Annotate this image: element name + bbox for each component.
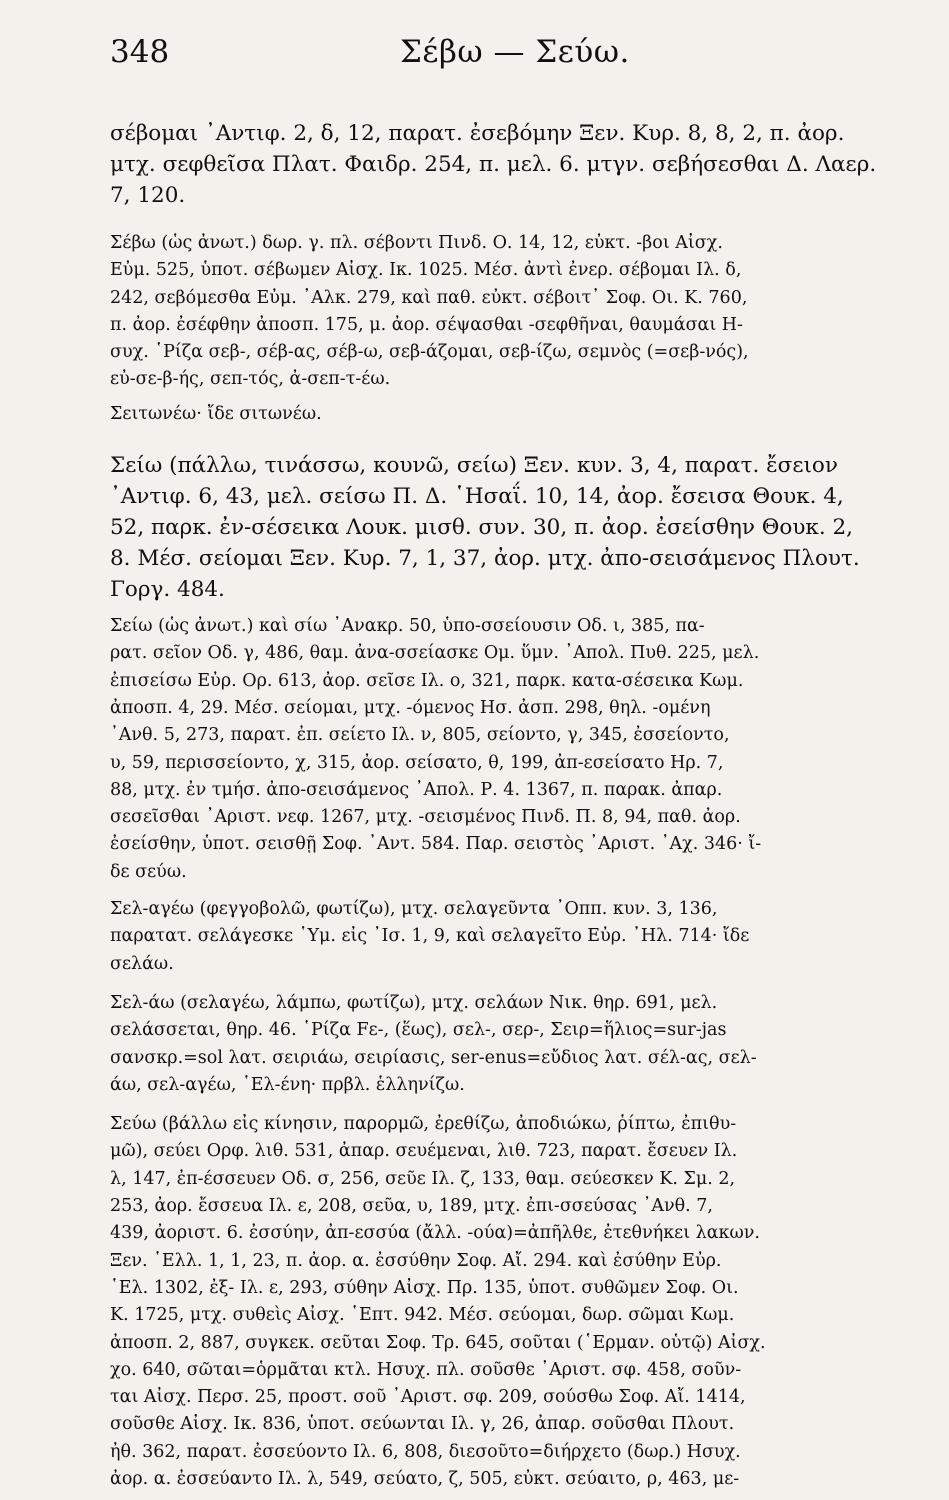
entry-sebomai xyxy=(110,118,891,211)
entry-line: σελάω. xyxy=(110,953,174,974)
page-header xyxy=(110,28,891,80)
entry-line: παρατατ. σελάγεσκε ῾Υμ. εἰς ᾽Ισ. 1, 9, καὶ σελαγεῖτο Εὐρ. ᾽Ηλ. 714· ἴδε xyxy=(110,926,750,947)
running-head: Σέβω — Σεύω. xyxy=(400,34,630,70)
entry-line: 7, 120. xyxy=(110,183,186,208)
entry-line: ᾽Αντιφ. 6, 43, μελ. σείσω Π. Δ. ῾Ησαΐ. 10, 14, ἀορ. ἔσεισα Θουκ. 4, xyxy=(110,484,844,510)
entry-line: ῾Ελ. 1302, ἐξ- Ιλ. ε, 293, σύθην Αἰσχ. Πρ. 135, ὑποτ. συθῶμεν Σοφ. Οι. xyxy=(110,1277,739,1298)
entry-line: μῶ), σεύει Ορφ. λιθ. 531, ἀπαρ. σευέμεναι, λιθ. 723, παρατ. ἔσευεν Ιλ. xyxy=(110,1141,738,1162)
entry-line: Γοργ. 484. xyxy=(110,577,225,603)
entry-line: Σεύω (βάλλω εἰς κίνησιν, παρορμῶ, ἐρεθίζω, ἀποδιώκω, ῥίπτω, ἐπιθυ- xyxy=(110,1114,737,1135)
entry-sel-ao xyxy=(110,990,891,1099)
entry-sebo xyxy=(110,230,891,394)
entry-line: ἀποσπ. 2, 887, συγκεκ. σεῦται Σοφ. Τρ. 645, σοῦται (῾Ερμαν. οὑτῷ) Αἰσχ. xyxy=(110,1332,766,1353)
entry-line: Σελ-άω (σελαγέω, λάμπω, φωτίζω), μτχ. σελάων Νικ. θηρ. 691, μελ. xyxy=(110,992,718,1013)
entry-line: μτχ. σεφθεῖσα Πλατ. Φαιδρ. 254, π. μελ. 6. μτγν. σεβήσεσθαι Δ. Λαερ. xyxy=(110,152,877,177)
entry-line: Σείω (πάλλω, τινάσσω, κουνῶ, σείω) Ξεν. κυν. 3, 4, παρατ. ἔσειον xyxy=(110,453,838,479)
entry-line: Εὐμ. 525, ὑποτ. σέβωμεν Αἰσχ. Ικ. 1025. Μέσ. ἀντὶ ἐνερ. σέβομαι Ιλ. δ, xyxy=(110,260,742,281)
entry-line: χο. 640, σῶται=ὁρμᾶται κτλ. Ησυχ. πλ. σοῦσθε ᾽Αριστ. σφ. 458, σοῦν- xyxy=(110,1359,742,1380)
entry-line: ται Αἰσχ. Περσ. 25, προστ. σοῦ ᾽Αριστ. σφ. 209, σούσθω Σοφ. Αἴ. 1414, xyxy=(110,1387,746,1408)
entry-line: 8. Μέσ. σείομαι Ξεν. Κυρ. 7, 1, 37, ἀορ. μτχ. ἀπο-σεισάμενος Πλουτ. xyxy=(110,546,860,572)
entry-line: εὐ-σε-β-ής, σεπ-τός, ἀ-σεπ-τ-έω. xyxy=(110,369,391,390)
entry-seio-epic xyxy=(110,613,891,886)
entry-line: δε σεύω. xyxy=(110,861,187,882)
entry-line: ἀορ. α. ἐσσεύαντο Ιλ. λ, 549, σεύατο, ζ, 505, εὐκτ. σεύαιτο, ρ, 463, με- xyxy=(110,1468,740,1489)
entry-line: ᾽Ανθ. 5, 273, παρατ. ἐπ. σείετο Ιλ. ν, 805, σείοντο, γ, 345, ἐσσείοντο, xyxy=(110,725,730,746)
entry-line: σελάσσεται, θηρ. 46. ῾Ρίζα Fε-, (ἕως), σελ-, σερ-, Σειρ=ἥλιος=sur-jas xyxy=(110,1020,727,1041)
entry-line: συχ. ῾Ρίζα σεβ-, σέβ-ας, σέβ-ω, σεβ-άζομαι, σεβ-ίζω, σεμνὸς (=σεβ-νός), xyxy=(110,342,749,363)
entry-line: ἐπισείσω Εὐρ. Ορ. 613, ἀορ. σεῖσε Ιλ. ο, 321, παρκ. κατα-σέσεικα Κωμ. xyxy=(110,670,744,691)
entry-line: Σείω (ὡς ἀνωτ.) καὶ σίω ᾽Ανακρ. 50, ὑπο-σσείουσιν Οδ. ι, 385, πα- xyxy=(110,616,705,637)
entry-line: Κ. 1725, μτχ. συθεὶς Αἰσχ. ῾Επτ. 942. Μέσ. σεύομαι, δωρ. σῶμαι Κωμ. xyxy=(110,1305,735,1326)
entry-line: 52, παρκ. ἐν-σέσεικα Λουκ. μισθ. συν. 30, π. ἀορ. ἐσείσθην Θουκ. 2, xyxy=(110,515,854,541)
entry-line: ἠθ. 362, παρατ. ἐσσεύοντο Ιλ. 6, 808, διεσοῦτο=διήρχετο (δωρ.) Ησυχ. xyxy=(110,1441,741,1462)
entry-seuo xyxy=(110,1111,891,1493)
entry-line: σεσεῖσθαι ᾽Αριστ. νεφ. 1267, μτχ. -σεισμένος Πινδ. Π. 8, 94, παθ. ἀορ. xyxy=(110,807,741,828)
entry-line: υ, 59, περισσείοντο, χ, 315, ἀορ. σείσατο, θ, 199, ἀπ-εσείσατο Ηρ. 7, xyxy=(110,752,724,773)
entry-line: ἀποσπ. 4, 29. Μέσ. σείομαι, μτχ. -όμενος Ησ. ἀσπ. 298, θηλ. -ομένη xyxy=(110,697,711,718)
entry-line: 253, ἀορ. ἔσσευα Ιλ. ε, 208, σεῦα, υ, 189, μτχ. ἐπι-σσεύσας ᾽Ανθ. 7, xyxy=(110,1196,713,1217)
entry-line: σέβομαι ᾽Αντιφ. 2, δ, 12, παρατ. ἐσεβόμην Ξεν. Κυρ. 8, 8, 2, π. ἀορ. xyxy=(110,121,845,146)
entry-line: σοῦσθε Αἰσχ. Ικ. 836, ὑποτ. σεύωνται Ιλ. γ, 26, ἀπαρ. σοῦσθαι Πλουτ. xyxy=(110,1414,735,1435)
entry-line: 439, ἀοριστ. 6. ἐσσύην, ἀπ-εσσύα (ἄλλ. -ούα)=ἀπῆλθε, ἐτεθνήκει λακων. xyxy=(110,1223,760,1244)
entry-line: ἐσείσθην, ὑποτ. σεισθῇ Σοφ. ᾽Αντ. 584. Παρ. σειστὸς ᾽Αριστ. ᾽Αχ. 346· ἴ- xyxy=(110,834,762,855)
entry-line: 242, σεβόμεσθα Εὐμ. ᾽Αλκ. 279, καὶ παθ. εὐκτ. σέβοιτ᾽ Σοφ. Οι. Κ. 760, xyxy=(110,287,748,308)
page-number: 348 xyxy=(110,34,170,70)
entry-line: Ξεν. ῾Ελλ. 1, 1, 23, π. ἀορ. α. ἐσσύθην Σοφ. Αἴ. 294. καὶ ἐσύθην Εὐρ. xyxy=(110,1250,722,1271)
entry-line: άω, σελ-αγέω, ῾Ελ-ένη· πρβλ. ἑλληνίζω. xyxy=(110,1074,465,1095)
entry-line: Σειτωνέω· ἴδε σιτωνέω. xyxy=(110,403,322,424)
entry-line: Σέβω (ὡς ἀνωτ.) δωρ. γ. πλ. σέβοντι Πινδ. Ο. 14, 12, εὐκτ. -βοι Αἰσχ. xyxy=(110,233,723,253)
entry-line: Σελ-αγέω (φεγγοβολῶ, φωτίζω), μτχ. σελαγεῦντα ᾽Οππ. κυν. 3, 136, xyxy=(110,899,718,920)
entry-line: π. ἀορ. ἐσέφθην ἀποσπ. 175, μ. ἀορ. σέψασθαι -σεφθῆναι, θαυμάσαι Η- xyxy=(110,314,743,335)
entry-line: λ, 147, ἐπ-έσσευεν Οδ. σ, 256, σεῦε Ιλ. ζ, 133, θαμ. σεύεσκεν Κ. Σμ. 2, xyxy=(110,1168,736,1189)
entry-seitoneo xyxy=(110,401,891,428)
entry-line: σανσκρ.=sol λατ. σειριάω, σειρίασις, ser-enus=εὔδιος λατ. σέλ-ας, σελ- xyxy=(110,1047,757,1068)
entry-seio xyxy=(110,450,891,605)
entry-sel-ageo xyxy=(110,896,891,978)
entry-line: 88, μτχ. ἐν τμήσ. ἀπο-σεισάμενος ᾽Απολ. Ρ. 4. 1367, π. παρακ. ἀπαρ. xyxy=(110,779,723,800)
entry-line: ρατ. σεῖον Οδ. γ, 486, θαμ. ἀνα-σσείασκε Ομ. ὕμν. ᾽Απολ. Πυθ. 225, μελ. xyxy=(110,643,760,664)
